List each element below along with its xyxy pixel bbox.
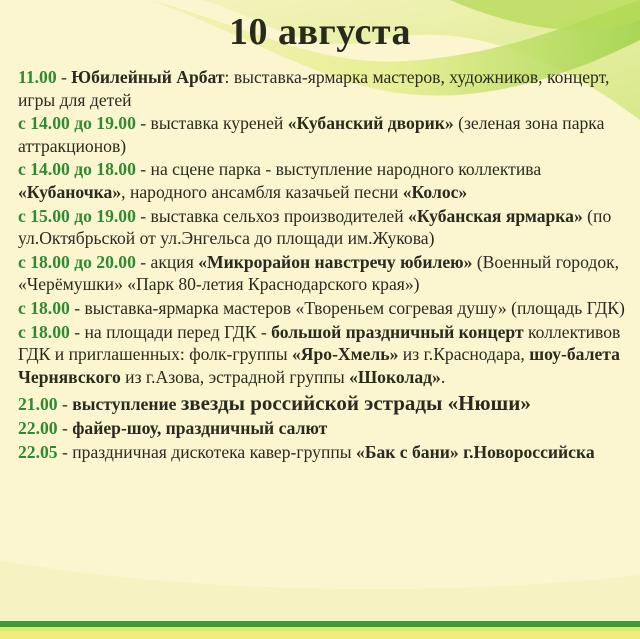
event-separator: -: [135, 113, 151, 134]
event-text: : выставка-ярмарка мастеров, художников, концерт, игры для детей: [18, 67, 610, 110]
event-text: (Военный городок, «Черёмушки» «Парк 80-летия Краснодарского края»): [18, 251, 620, 295]
event-text: выставка-ярмарка мастеров «Твореньем согревая душу» (площадь ГДК): [84, 297, 625, 318]
event-highlight: «Бак с бани»: [356, 441, 459, 462]
event-item: [18, 417, 630, 440]
event-item: [18, 158, 630, 203]
page-title: 10 августа: [228, 11, 412, 53]
event-text: на сцене парка - выступление народного коллектива: [150, 159, 542, 180]
event-time: 11.00: [18, 67, 57, 87]
event-time: с 14.00 до 18.00: [18, 159, 136, 180]
event-separator: -: [135, 205, 151, 226]
event-time: 22.00: [18, 417, 58, 438]
event-text: из г.Азова, эстрадной группы: [120, 366, 350, 387]
event-item: [18, 321, 630, 389]
event-text: выставка куреней: [150, 113, 288, 134]
event-text: (зеленая зона парка аттракционов): [18, 113, 605, 156]
event-separator: -: [135, 159, 151, 180]
event-time: с 15.00 до 19.00: [18, 205, 136, 226]
event-item: [18, 392, 630, 416]
event-separator: -: [69, 297, 85, 318]
event-text: .: [440, 366, 446, 387]
event-time: 22.05: [18, 441, 58, 462]
event-item: [18, 205, 630, 250]
event-highlight: «Колос»: [402, 181, 468, 202]
event-highlight: звезды российской эстрады «Нюши»: [180, 391, 531, 416]
event-item: [18, 251, 630, 296]
event-highlight: «Микрорайон навстречу юбилею»: [198, 251, 473, 272]
event-text: выставка сельхоз производителей: [150, 205, 409, 226]
event-time: с 18.00: [18, 297, 70, 318]
event-text: коллективов ГДК и приглашенных: фолк-группы: [18, 321, 621, 365]
event-text: (по ул.Октябрьской от ул.Энгельса до площади им.Жукова): [18, 205, 612, 249]
event-highlight: «Кубаночка»: [18, 181, 122, 202]
event-separator: -: [57, 417, 73, 438]
event-highlight: г.Новороссийска: [458, 441, 595, 462]
event-text: на площади перед ГДК -: [84, 321, 272, 342]
event-text: акция: [150, 251, 199, 272]
event-highlight: большой праздничный концерт: [271, 321, 524, 342]
event-highlight: «Кубанский дворик»: [287, 113, 454, 134]
event-separator: -: [135, 251, 151, 272]
event-highlight: шоу-балета Чернявского: [18, 344, 620, 387]
event-time: с 14.00 до 19.00: [18, 113, 136, 134]
event-time: с 18.00 до 20.00: [18, 251, 136, 272]
events-list: [18, 66, 630, 464]
event-item: [18, 112, 630, 157]
event-highlight: «Яро-Хмель»: [291, 344, 399, 365]
event-highlight: Юбилейный Арбат: [71, 67, 225, 87]
event-text: , народного ансамбля казачьей песни: [121, 181, 403, 202]
event-highlight: «Кубанская ярмарка»: [408, 205, 583, 226]
event-highlight: файер-шоу, праздничный салют: [72, 417, 328, 438]
event-time: 21.00: [18, 394, 58, 415]
event-separator: -: [57, 441, 73, 462]
event-text: из г.Краснодара,: [398, 344, 530, 365]
event-highlight: выступление: [72, 394, 181, 415]
event-item: [18, 66, 630, 111]
event-item: [18, 441, 630, 464]
event-separator: -: [69, 321, 85, 342]
event-highlight: «Шоколад»: [349, 366, 441, 387]
event-time: с 18.00: [18, 321, 70, 342]
event-item: [18, 297, 630, 320]
event-separator: -: [56, 67, 72, 87]
event-separator: -: [57, 394, 73, 415]
event-text: праздничная дискотека кавер-группы: [72, 441, 357, 462]
